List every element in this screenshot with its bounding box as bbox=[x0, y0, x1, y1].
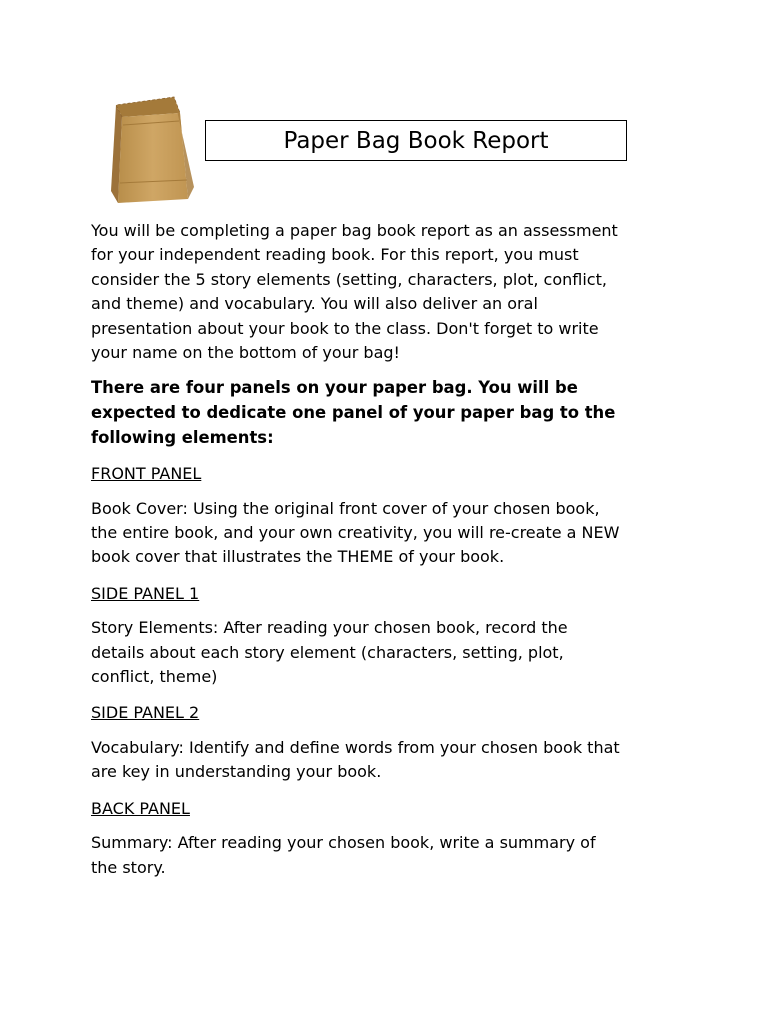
side-panel-2-heading: SIDE PANEL 2 bbox=[91, 703, 200, 723]
instruction-line: expected to dedicate one panel of your paper bag to the bbox=[91, 403, 616, 423]
description-line: book cover that illustrates the THEME of your book. bbox=[91, 547, 505, 567]
intro-line: your name on the bottom of your bag! bbox=[91, 343, 400, 363]
instruction-line: There are four panels on your paper bag. You will be bbox=[91, 378, 578, 398]
description-line: conflict, theme) bbox=[91, 667, 218, 687]
description-line: the story. bbox=[91, 857, 166, 877]
front-panel-description bbox=[91, 497, 691, 570]
back-panel-heading: BACK PANEL bbox=[91, 798, 190, 818]
back-panel-description bbox=[91, 831, 691, 880]
paper-bag-icon bbox=[108, 95, 198, 205]
intro-line: for your independent reading book. For this report, you must bbox=[91, 245, 579, 265]
title-box bbox=[205, 120, 627, 161]
intro-line: You will be completing a paper bag book report as an assessment bbox=[91, 221, 618, 240]
instruction-paragraph bbox=[91, 376, 691, 450]
intro-line: consider the 5 story elements (setting, characters, plot, conflict, bbox=[91, 269, 607, 289]
document-body bbox=[91, 219, 691, 892]
description-line: details about each story element (characters, setting, plot, bbox=[91, 642, 564, 662]
side-panel-1-heading: SIDE PANEL 1 bbox=[91, 583, 200, 603]
description-line: are key in understanding your book. bbox=[91, 762, 382, 782]
front-panel-heading: FRONT PANEL bbox=[91, 464, 202, 484]
page-title: Paper Bag Book Report bbox=[283, 127, 549, 154]
intro-line: presentation about your book to the class. Don't forget to write bbox=[91, 318, 599, 338]
description-line: Book Cover: Using the original front cover of your chosen book, bbox=[91, 498, 600, 518]
side-panel-2-description bbox=[91, 736, 691, 785]
instruction-line: following elements: bbox=[91, 427, 274, 447]
description-line: Vocabulary: Identify and define words from your chosen book that bbox=[91, 737, 620, 757]
intro-line: and theme) and vocabulary. You will also deliver an oral bbox=[91, 294, 538, 314]
intro-paragraph bbox=[91, 219, 691, 365]
description-line: the entire book, and your own creativity, you will re-create a NEW bbox=[91, 523, 620, 543]
side-panel-1-description bbox=[91, 616, 691, 689]
description-line: Summary: After reading your chosen book, write a summary of bbox=[91, 833, 596, 853]
description-line: Story Elements: After reading your chosen book, record the bbox=[91, 618, 568, 638]
